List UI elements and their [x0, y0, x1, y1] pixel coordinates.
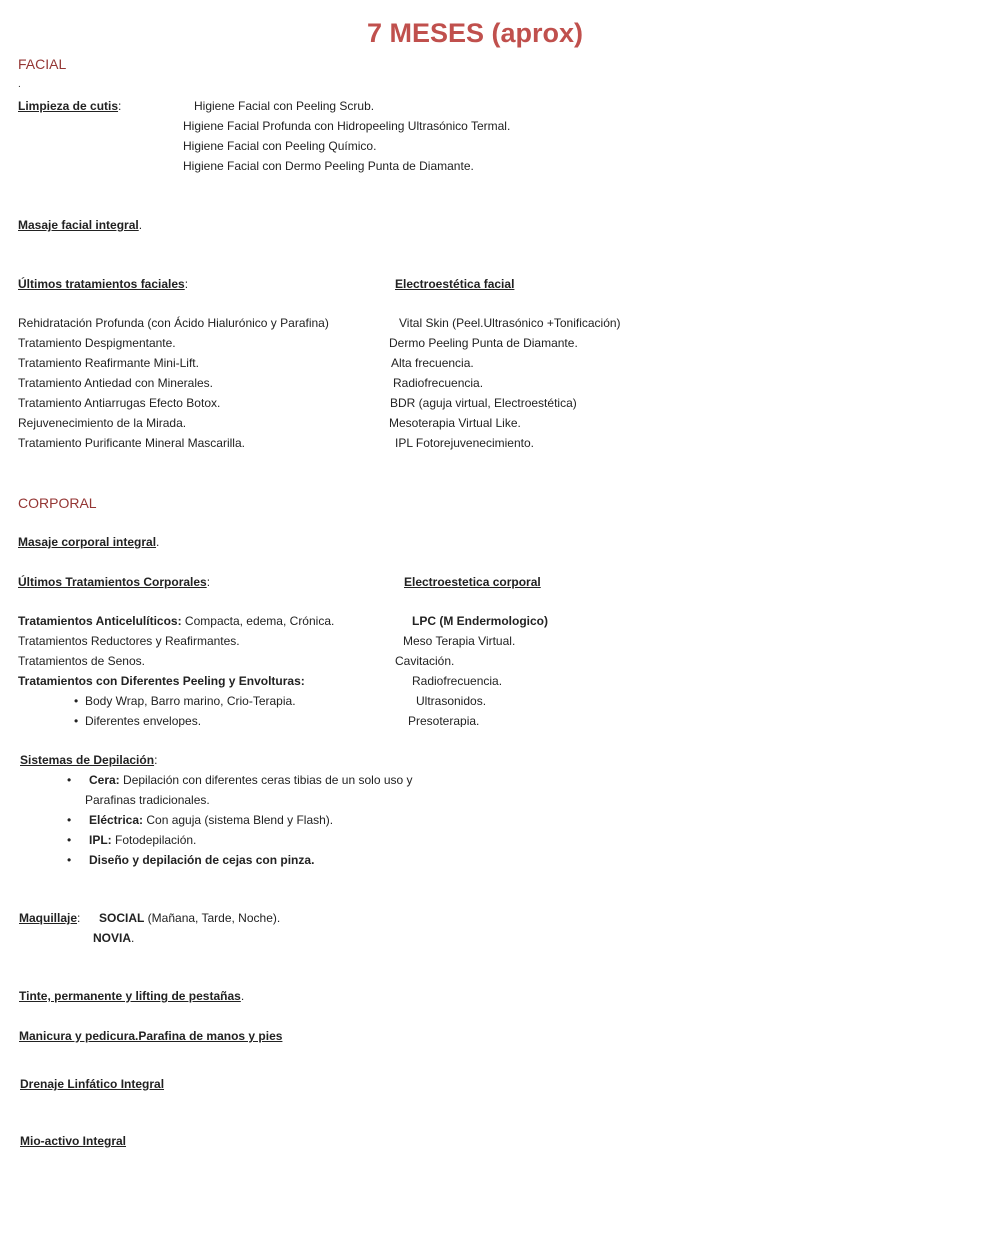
bullet: • — [67, 853, 72, 867]
maquillaje-label: Maquillaje — [19, 911, 78, 925]
limpieza-item: Higiene Facial con Dermo Peeling Punta de Diamante. — [183, 159, 474, 173]
limpieza-cutis-heading — [18, 98, 121, 114]
social-text: (Mañana, Tarde, Noche). — [144, 911, 281, 925]
period: . — [131, 931, 135, 945]
maquillaje-novia — [93, 930, 134, 946]
maquillaje-heading — [19, 910, 80, 926]
electro-facial-item: Alta frecuencia. — [391, 356, 474, 370]
novia-label: NOVIA — [93, 931, 132, 945]
electro-facial-item: Vital Skin (Peel.Ultrasónico +Tonificación) — [399, 316, 621, 330]
electro-facial-item: IPL Fotorejuvenecimiento. — [395, 436, 534, 450]
ipl-label: IPL: — [89, 833, 112, 847]
electro-corporal-item: LPC (M Endermologico) — [412, 614, 548, 628]
bullet: • — [67, 833, 72, 847]
depilacion-cera — [89, 772, 413, 788]
facial-treatment: Tratamiento Reafirmante Mini-Lift. — [18, 356, 199, 370]
depilacion-heading — [20, 752, 157, 768]
electro-facial-item: BDR (aguja virtual, Electroestética) — [390, 396, 577, 410]
drenaje-label: Drenaje Linfático Integral — [20, 1077, 165, 1091]
facial-treatment: Rehidratación Profunda (con Ácido Hialurónico y Parafina) — [18, 316, 329, 330]
colon: : — [154, 753, 158, 767]
electro-facial-item: Mesoterapia Virtual Like. — [389, 416, 521, 430]
social-label: SOCIAL — [99, 911, 145, 925]
electro-corporal-item: Presoterapia. — [408, 714, 480, 727]
bullet: • — [67, 773, 72, 787]
stray-mark: . — [18, 79, 21, 90]
masaje-corporal-heading — [18, 534, 159, 550]
period: . — [138, 218, 143, 232]
electrica-text: Con aguja (sistema Blend y Flash). — [143, 813, 334, 827]
manicura-label: Manicura y pedicura.Parafina de manos y pies — [19, 1029, 283, 1043]
ipl-text: Fotodepilación. — [111, 833, 197, 847]
ultimos-faciales-label: Últimos tratamientos faciales — [18, 277, 185, 291]
depilacion-cera-cont: Parafinas tradicionales. — [85, 793, 210, 807]
section-heading-facial: FACIAL — [18, 56, 67, 72]
limpieza-cutis-label: Limpieza de cutis — [18, 99, 119, 113]
period: . — [156, 535, 160, 549]
electroestetica-facial-label: Electroestética facial — [395, 277, 515, 291]
anticeluliticos-text: Compacta, edema, Crónica. — [181, 614, 335, 628]
maquillaje-social — [99, 910, 280, 926]
period: . — [240, 989, 245, 1003]
facial-treatment: Tratamiento Antiedad con Minerales. — [18, 376, 213, 390]
cera-text: Depilación con diferentes ceras tibias de un solo uso y — [119, 773, 413, 787]
peeling-envolturas-label: Tratamientos con Diferentes Peeling y Envolturas: — [18, 674, 305, 688]
facial-treatment: Tratamiento Antiarrugas Efecto Botox. — [18, 396, 221, 410]
masaje-corporal-label: Masaje corporal integral — [18, 535, 157, 549]
anticeluliticos-label: Tratamientos Anticelulíticos: — [18, 614, 182, 628]
corporal-treatment: Tratamientos Reductores y Reafirmantes. — [18, 634, 240, 648]
corporal-treatment: Tratamientos de Senos. — [18, 654, 145, 668]
bullet: • — [74, 714, 79, 728]
electro-facial-item: Radiofrecuencia. — [393, 376, 484, 390]
electro-corporal-item: Radiofrecuencia. — [412, 674, 503, 688]
section-heading-corporal: CORPORAL — [18, 495, 97, 511]
ultimos-corporales-label: Últimos Tratamientos Corporales — [18, 575, 207, 589]
colon: : — [118, 99, 122, 113]
colon: : — [184, 277, 189, 291]
ultimos-corporales-heading — [18, 574, 210, 590]
electroestetica-corporal-label: Electroestetica corporal — [404, 575, 541, 589]
depilacion-label: Sistemas de Depilación — [20, 753, 155, 767]
tinte-label: Tinte, permanente y lifting de pestañas — [19, 989, 241, 1003]
colon: : — [206, 575, 211, 589]
limpieza-item: Higiene Facial Profunda con Hidropeeling Ultrasónico Termal. — [183, 119, 511, 133]
limpieza-item: Higiene Facial con Peeling Scrub. — [194, 99, 375, 113]
corporal-bullet-item: Body Wrap, Barro marino, Crio-Terapia. — [85, 694, 296, 708]
anticeluliticos-line — [18, 613, 334, 629]
bullet: • — [74, 694, 79, 708]
facial-treatment: Rejuvenecimiento de la Mirada. — [18, 416, 187, 430]
colon: : — [77, 911, 81, 925]
masaje-facial-label: Masaje facial integral — [18, 218, 139, 232]
depilacion-ipl — [89, 832, 196, 848]
page-title: 7 MESES (aprox) — [366, 18, 584, 48]
limpieza-item: Higiene Facial con Peeling Químico. — [183, 139, 377, 153]
depilacion-electrica — [89, 812, 333, 828]
electro-corporal-item: Meso Terapia Virtual. — [403, 634, 516, 648]
electro-corporal-item: Ultrasonidos. — [416, 694, 487, 708]
tinte-line — [19, 988, 244, 1004]
mio-activo-label: Mio-activo Integral — [20, 1134, 127, 1148]
bullet: • — [67, 813, 72, 827]
cera-label: Cera: — [89, 773, 120, 787]
electro-corporal-item: Cavitación. — [395, 654, 455, 668]
electrica-label: Eléctrica: — [89, 813, 144, 827]
ultimos-faciales-heading — [18, 276, 188, 292]
depilacion-cejas: Diseño y depilación de cejas con pinza. — [89, 853, 315, 867]
facial-treatment: Tratamiento Purificante Mineral Mascarilla. — [18, 436, 245, 450]
facial-treatment: Tratamiento Despigmentante. — [18, 336, 176, 350]
masaje-facial-heading — [18, 217, 142, 233]
electro-facial-item: Dermo Peeling Punta de Diamante. — [389, 336, 578, 350]
corporal-bullet-item: Diferentes envelopes. — [85, 714, 202, 727]
